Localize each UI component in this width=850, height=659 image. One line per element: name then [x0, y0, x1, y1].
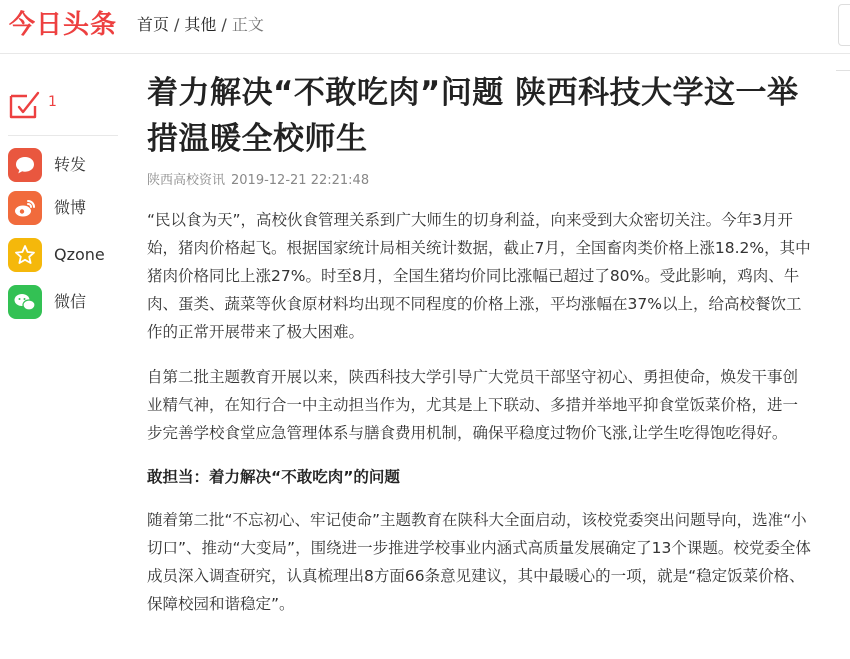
toutiao-logo[interactable]: 今日头条	[9, 10, 118, 40]
section-heading: 敢担当：着力解决“不敢吃肉”的问题	[147, 468, 400, 486]
wechat-icon	[8, 285, 42, 319]
share-wechat-label: 微信	[54, 292, 87, 311]
share-wechat[interactable]	[8, 285, 118, 319]
breadcrumb-separator: /	[221, 15, 227, 34]
article-date: 2019-12-21 22:21:48	[231, 173, 370, 188]
repost-icon	[8, 148, 42, 182]
breadcrumb	[137, 14, 264, 36]
like-icon	[8, 90, 42, 120]
breadcrumb-other[interactable]: 其他	[184, 15, 217, 34]
paragraph: 随着第二批“不忘初心、牢记使命”主题教育在陕科大全面启动，该校党委突出问题导向，选准“小切口”、推动“大变局”，围绕进一步推进学校事业内涵式高质量发展确定了13个课题。校党委全体成员深入调查研究，认真梳理出8方面66条意见建议，其中最暖心的一项，就是“稳定饭菜价格、保障校园和谐稳定”。	[147, 511, 811, 613]
right-rail	[836, 70, 850, 659]
breadcrumb-current: 正文	[231, 15, 264, 34]
like-button[interactable]	[8, 90, 118, 136]
share-qzone-label: Qzone	[54, 245, 105, 264]
share-weibo-label: 微博	[54, 198, 87, 217]
like-count: 1	[48, 94, 57, 110]
share-weibo[interactable]	[8, 191, 118, 225]
share-repost[interactable]	[8, 148, 118, 182]
article	[147, 70, 812, 635]
weibo-icon	[8, 191, 42, 225]
share-qzone[interactable]	[8, 238, 118, 272]
qzone-icon	[8, 238, 42, 272]
article-source[interactable]: 陕西高校资讯	[147, 173, 226, 188]
article-meta	[147, 172, 812, 190]
paragraph: 自第二批主题教育开展以来，陕西科技大学引导广大党员干部坚守初心、勇担使命，焕发干事创业精气神，在知行合一中主动担当作为，尤其是上下联动、多措并举地平抑食堂饭菜价格，进一步完善学校食堂应急管理体系与膳食费用机制，确保平稳度过物价飞涨,让学生吃得饱吃得好。	[147, 368, 799, 442]
search-box[interactable]	[838, 4, 850, 46]
breadcrumb-separator: /	[174, 15, 180, 34]
top-bar	[0, 0, 850, 54]
paragraph: “民以食为天”，高校伙食管理关系到广大师生的切身利益，向来受到大众密切关注。今年3月开始，猪肉价格起飞。根据国家统计局相关统计数据，截止7月，全国畜肉类价格上涨18.2%，其中猪肉价格同比上涨27%。时至8月，全国生猪均价同比涨幅已超过了80%。受此影响，鸡肉、牛肉、蛋类、蔬菜等伙食原材料均出现不同程度的价格上涨，平均涨幅在37%以上，给高校餐饮工作的正常开展带来了极大困难。	[147, 211, 811, 341]
article-title: 着力解决“不敢吃肉”问题 陕西科技大学这一举措温暖全校师生	[147, 75, 799, 157]
breadcrumb-home[interactable]: 首页	[137, 15, 170, 34]
article-body	[147, 206, 812, 618]
share-repost-label: 转发	[54, 155, 87, 174]
